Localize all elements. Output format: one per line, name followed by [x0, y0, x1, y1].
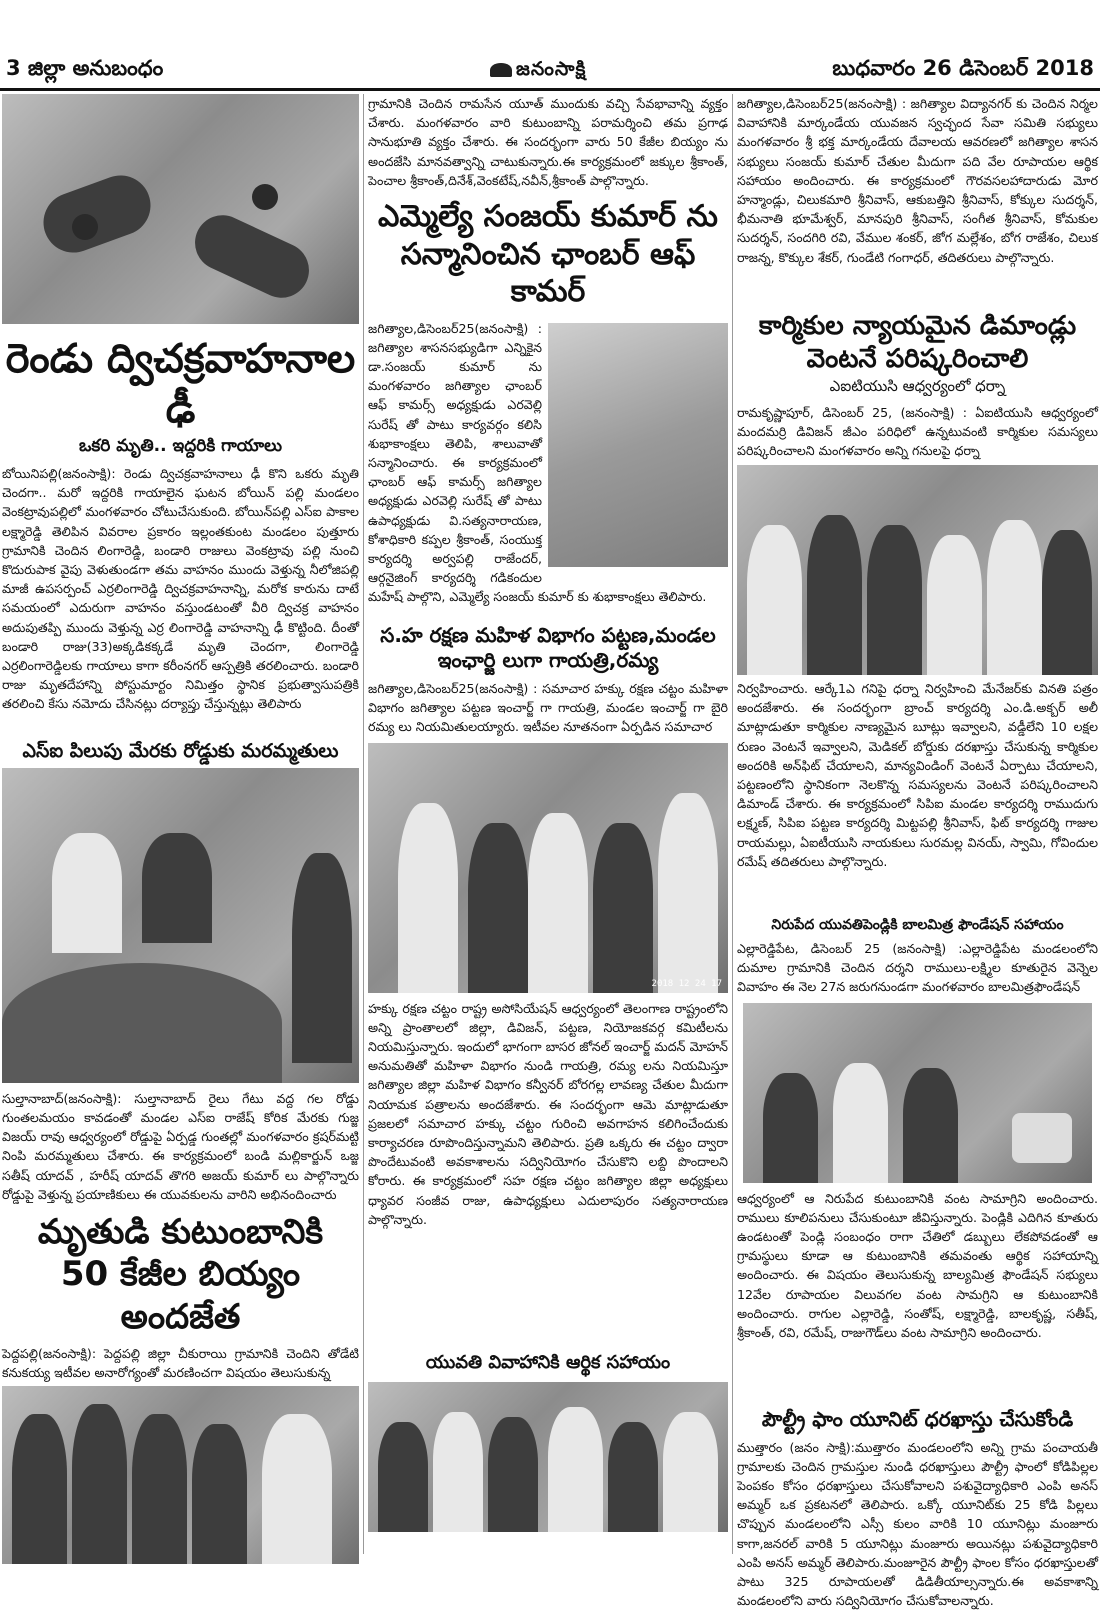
accident-body: బోయినిపల్లి(జనంసాక్షి): రెండు ద్విచక్రవాహనాలు ఢీ కొని ఒకరు మృతి చెందగా.. మరో ఇద్దరికి గాయాలైన ఘటన బోయిన్ పల్లి మండలం వెంకట్రావుపల్లిలో మంగళవారం చోటుచేసుకుంది. బోయిన్‌పల్లి ఎస్‌ఐ పాకాల లక్ష్మారెడ్డి తెలిపిన వివరాల ప్రకారం ఇల్లంతకుంట మండలం పుత్తూరు గ్రామానికి చెందిన లింగారెడ్డి, బండారి రాజులు వెంకట్రావు పల్లి నుంచి కొదురుపాక వైపు వెళుతుండగా తమ వాహనం ముందు వెళ్తున్న నీలోజిపల్లి మాజీ ఉపసర్పంచ్ ఎర్రలింగారెడ్డి ద్విచక్రవాహనాన్ని, మరోక కారును దాటే సమయంలో ఎదురుగా వాహనం వస్తుండటంతో వీరి ద్విచక్ర వాహనం అదుపుతప్పి ముందు వెళ్తున్న ఎర్ర లింగారెడ్డి వాహనాన్ని ఢీ కొట్టింది. దీంతో బండారి రాజు(33)అక్కడికక్కడే మృతి చెందగా, లింగారెడ్డి ఎర్రలింగారెడ్డిలకు గాయాలు కాగా కరీంనగర్ ఆస్పత్రికి తరలించారు. బండారి రాజు మృతదేహాన్ని పోస్టుమార్టం నిమిత్తం స్థానిక ప్రభుత్వాసుపత్రికి తరలించి కేసు నమోదు చేసినట్లు దర్యాప్తు చేస్తున్నట్లు తెలిపారు: [2, 466, 359, 712]
mla-headline-line1: ఎమ్మెల్యే సంజయ్ కుమార్ ను: [378, 199, 718, 234]
poultry-headline: పౌల్ట్రీ ఫాం యూనిట్ ధరఖాస్తు చేసుకోండి: [761, 1406, 1074, 1431]
women-headline-line2: ఇంఛార్జి లుగా గాయత్రి,రమ్య: [437, 647, 659, 672]
marriage-aid-headline: యువతి వివాహానికి ఆర్థిక సహాయం: [425, 1351, 671, 1373]
accident-headline: రెండు ద్విచక్రవాహనాల ఢీ: [5, 336, 356, 432]
header-rule: [0, 88, 1100, 91]
photo-timestamp: 2018 12 24 17: [651, 978, 722, 989]
poultry-body: ముత్తారం (జనం సాక్షి):ముత్తారం మండలంలోని అన్ని గ్రామ పంచాయతీ గ్రామాలకు చెందిన గ్రామస్తుల నుండి ధరఖాస్తులు పౌల్ట్రీ ఫాంలో కోడిపిల్లల పెంపకం కోసం ధరఖాస్తులు చేసుకోవాలని పశువైద్యాధికారి ఎంపి అనస్ అమ్మర్ ఒక ప్రకటనలో తెలిపారు. ఒక్కో యూనిట్‌కు 25 కోడి పిల్లలు చొప్పున మండలంలోని ఎస్సీ కులం వారికి 10 యూనిట్లు మంజూరు కాగా,జనరల్ వారికి 5 యూనిట్లు మంజూరు అయినట్లు పశువైద్యాధికారి ఎంపి అనస్ అమ్మర్ తెలిపారు.మంజూరైన పౌల్ట్రీ ఫాంల కోసం ధరఖాస్తులతో పాటు 325 రూపాయలతో డిడితీయాల్సన్నారు.ఈ అవకాశాన్ని మండలంలోని వారు సద్వినియోగం చేసుకోవాలన్నారు.: [737, 1439, 1098, 1609]
rice-headline-line2: 50 కేజీల బియ్యం అందజేత: [60, 1254, 301, 1337]
column-2: [368, 94, 728, 1532]
balamitra-body-2: ఆధ్వర్యంలో ఆ నిరుపేద కుటుంబానికి వంట సామాగ్రిని అందించారు. రాములు కూలిపనులు చేసుకుంటూ జీవిస్తున్నారు. పెండ్లికి ఎదిగిన కూతురు ఉండటంతో పెండ్లి సంబంధం రాగా చేతిలో డబ్బులు లేకపోవడంతో ఆ గ్రామస్థులు కూడా ఆ కుటుంబానికి తమవంతు ఆర్థిక సహాయాన్ని అందించారు. ఈ విషయం తెలుసుకున్న బాల్యమిత్ర ఫౌండేషన్ సభ్యులు 12వేల రూపాయల విలువగల వంట సామగ్రిని ఆ కుటుంబానికి అందించారు. రాగుల ఎల్లారెడ్డి, సంతోష్, లక్ష్మారెడ్డి, బాలకృష్ణ, సతీష్, శ్రీకాంత్, రవి, రమేష్, రాజుగౌడ్‌లు వంట సామాగ్రిని అందించారు.: [737, 1190, 1098, 1340]
workers-body-2: నిర్వహించారు. ఆర్కే1ఎ గనిపై ధర్నా నిర్వహించి మేనేజర్‌కు వినతి పత్రం అందజేశారు. ఈ సందర్భంగా బ్రాంచ్ కార్యదర్శి ఎం.డి.అక్బర్ అలీ మాట్లాడుతూ కార్మికుల నాణ్యమైన బూట్లు ఇవ్వాలని, వడ్డీలేని 10 లక్షల రుణం వెంటనే ఇవ్వాలని, మెడికల్ బోర్డుకు దరఖాస్తు చేసుకున్న కార్మికుల అందరికి అన్‌ఫిట్ చేయాలని, మాన్యవిండింగ్ వెంటనే ఏర్పాటు చేయాలని, పట్టణంలోని స్థానికంగా నెలకొన్న సమస్యలను వెంటనే పరిష్కరించాలని డిమాండ్ చేశారు. ఈ కార్యక్రమంలో సిపిఐ మండల కార్యదర్శి రాముదుగు లక్ష్మణ్, సిపిఐ పట్టణ కార్యదర్శి మిట్టపల్లి శ్రీనివాస్, ఫిట్ కార్యదర్శి గాజుల రాయమల్లు, ఏఐటీయుసి నాయకులు సురమల్ల వినయ్, స్వామి, గోవిందుల రమేష్ తదితరులు పాల్గొన్నారు.: [737, 681, 1098, 869]
issue-date: బుధవారం 26 డిసెంబర్ 2018: [832, 56, 1094, 80]
rice-donation-photo: [2, 1386, 359, 1564]
women-body-1: జగిత్యాల,డిసెంబర్25(జనంసాక్షి) : సమాచార హక్కు రక్షణ చట్టం మహిళా విభాగం జగిత్యాల పట్టణ ఇంచార్జ్ గా గాయత్రి, మండల ఇంచార్జ్ గా బైరి రమ్య లు నియమితులయ్యారు. ఇటీవల నూతనంగా ఏర్పడిన సమాచార: [368, 680, 728, 734]
workers-headline-line1: కార్మికుల న్యాయమైన డిమాండ్లు: [758, 311, 1077, 341]
balamitra-body-1: ఎల్లారెడ్డిపేట, డిసెంబర్ 25 (జనంసాక్షి) :ఎల్లారెడ్డిపేట మండలంలోని దుమాల గ్రామానికి చెందిన దర్శని రాములు-లక్ష్మిల కూతురైన వెన్నెల వివాహం ఈ నెల 27న జరుగనుండగా మంగళవారం బాలమిత్రఫౌండేషన్: [737, 940, 1098, 994]
rice-body: పెద్దపల్లి(జనంసాక్షి): పెద్దపల్లి జిల్లా చీకురాయి గ్రామానికి చెందిని తోడేటి కనుకయ్య ఇటీవల అనారోగ్యంతో మరణించగా విషయం తెలుసుకున్న: [2, 1346, 359, 1381]
masthead-logo-icon: [490, 63, 512, 77]
masthead: [490, 58, 586, 85]
column-3: [737, 94, 1098, 1609]
workers-body-1: రామకృష్ణాపూర్, డిసెంబర్ 25, (జనంసాక్షి) : ఏఐటియుసి ఆధ్వర్యంలో మందమర్రి డివిజన్ జీఎం పరిధిలో ఉన్నటువంటి కార్మికుల సమస్యలు పరిష్కరించాలని మంగళవారం అన్ని గనులపై ధర్నా: [737, 405, 1098, 459]
accident-photo: [2, 94, 359, 324]
column-divider: [363, 94, 364, 1554]
marriage-aid-photo: [368, 1382, 728, 1532]
page-header: [0, 0, 1100, 90]
rice-continued-body: గ్రామానికి చెందిన రామసేన యూత్ ముందుకు వచ్చి సేవభావాన్ని వ్యక్తం చేశారు. మంగళవారం వారి కుటుంబాన్ని పరామర్శించి తమ ప్రగాఢ సానుభూతి వ్యక్తం చేశారు. ఈ సందర్భంగా వారు 50 కేజీల బియ్యం ను అందజేసి మానవత్వాన్ని చాటుకున్నారు.ఈ కార్యక్రమంలో జక్కుల శ్రీకాంత్, పెంచాల శ్రీకాంత్,దినేశ్,వెంకటేష్,నవీన్,శ్రీకాంత్ పాల్గొన్నారు.: [368, 96, 728, 188]
workers-headline-line2: వెంటనే పరిష్కరించాలి: [806, 343, 1029, 374]
mla-photo: [548, 323, 728, 567]
workers-subhead: ఎఐటియుసి ఆధ్వర్యంలో ధర్నా: [829, 377, 1006, 395]
masthead-title: జనంసాక్షి: [516, 58, 587, 80]
balamitra-photo: [743, 1003, 1092, 1183]
column-divider: [732, 94, 733, 1554]
women-headline-line1: స.హ రక్షణ మహిళ విభాగం పట్టణ,మండల: [380, 622, 716, 647]
road-headline: ఎస్ఐ పిలుపు మేరకు రోడ్డుకు మరమ్మతులు: [22, 740, 339, 762]
mla-headline-line2: సన్మానించిన ఛాంబర్ ఆఫ్ కామర్: [400, 236, 696, 309]
accident-subhead: ఒకరి మృతి.. ఇద్దరికి గాయాలు: [78, 436, 283, 456]
rice-headline-line1: మృతుడి కుటుంబానికి: [37, 1211, 324, 1252]
mla-body: జగిత్యాల,డిసెంబర్25(జనంసాక్షి) : జగిత్యాల శాసనసభ్యుడిగా ఎన్నికైన డా.సంజయ్ కుమార్ ను మంగళవారం జగిత్యాల ఛాంబర్ ఆఫ్ కామర్స్ అధ్యక్షుడు ఎరవెల్లి సురేష్ తో పాటు కార్యవర్గం కలిసి శుభాకాంక్షలు తెలిపి, శాలువాతో సన్మానించారు. ఈ కార్యక్రమంలో ఛాంబర్ ఆఫ్ కామర్స్ జగిత్యాల అధ్యక్షుడు ఎరవెల్లి సురేష్ తో పాటు ఉపాధ్యక్షుడు వి.సత్యనారాయణ, కోశాధికారి కప్పల శ్రీకాంత్, సంయుక్త కార్యదర్శి అర్వపల్లి రాజేందర్, ఆర్గనైజింగ్ కార్యదర్శి గడికందుల మహేష్ పాల్గొని, ఎమ్మెల్యే సంజయ్ కుమార్ కు శుభాకాంక్షలు తెలిపారు.: [368, 320, 707, 605]
weavers-aid-body: జగిత్యాల,డిసెంబర్25(జనంసాక్షి) : జగిత్యాల విద్యానగర్ కు చెందిన నిర్మల వివాహానికి మార్కండేయ యువజన స్వచ్ఛంద సేవా సమితి సభ్యులు మంగళవారం శ్రీ భక్త మార్కండేయ దేవాలయ ఆవరణలో జగిత్యాల శాసన సభ్యులు సంజయ్ కుమార్ చేతుల మీదుగా పది వేల రూపాయల ఆర్థిక సహాయం అందించారు. ఈ కార్యక్రమంలో గౌరవసలహాదారుడు మోర హన్మాండ్లు, చిలుకమారి శ్రీనివాస్, ఆకుబత్తిని శ్రీనివాస్, కోక్కుల సుదర్శన్, భీమనాతి భూమేశ్వర్, మానపురి శ్రీనివాస్, సంగీత శ్రీనివాస్, కోమకుల సుదర్శన్, సందగిరి రవి, వేముల శంకర్, జోగ మల్లేశం, బోగ రాజేశం, చిలుక రాజన్న, కొక్కుల శేకర్, గుండేటి గంగాధర్, తదితరులు పాల్గొన్నారు.: [737, 96, 1098, 265]
women-appointment-photo: [368, 743, 728, 993]
page-label: 3 జిల్లా అనుబంధం: [6, 56, 164, 80]
balamitra-headline: నిరుపేద యువతిపెండ్లికి బాలమిత్ర ఫౌండేషన్ సహాయం: [771, 917, 1064, 933]
dharna-photo: [737, 465, 1098, 675]
women-body-2: హక్కు రక్షణ చట్టం రాష్ట్ర అసోసియేషన్ ఆధ్వర్యంలో తెలంగాణ రాష్ట్రంలోని అన్ని ప్రాంతాలలో జిల్లా, డివిజన్, పట్టణ, నియోజకవర్గ కమిటీలను నియమిస్తున్నారు. ఇందులో భాగంగా బాసర జోనల్ ఇంచార్జ్ మదన్ మోహన్ అనుమతితో మహిళా విభాగం నుండి గాయత్రి, రమ్య లను నియమిస్తూ జగిత్యాల జిల్లా మహిళ విభాగం కన్వీనర్ బోరగల్ల లావణ్య చేతుల మీదుగా నియామక పత్రాలను అందజేశారు. ఈ సందర్భంగా ఆమె మాట్లాడుతూ ప్రజలలో సమాచార హక్కు చట్టం గురించి అవగాహన కలిగించేందుకు కార్యాచరణ రూపొందిస్తున్నామని తెలిపారు. ప్రతి ఒక్కరు ఈ చట్టం ద్వారా పొందేటువంటి అవకాశాలను సద్వినియోగం చేసుకొని లబ్ది పొందాలని కోరారు. ఈ కార్యక్రమంలో సహ రక్షణ చట్టం జగిత్యాల జిల్లా అధ్యక్షులు ధ్యావర సంజీవ రాజు, ఉపాధ్యక్షులు ఎదులాపురం సత్యనారాయణ పాల్గొన్నారు.: [368, 1000, 728, 1227]
road-repair-photo: [2, 768, 359, 1083]
road-body: సుల్తానాబాద్(జనంసాక్షి): సుల్తానాబాద్ రైలు గేటు వద్ద గల రోడ్డు గుంతలమయం కావడంతో మండల ఎస్‌ఐ రాజేష్ కోరిక మేరకు గుజ్జ విజయ్ రావు ఆధ్వర్యంలో రోడ్డుపై ఏర్పడ్డ గుంతల్లో మంగళవారం క్రషర్‌మట్టి నింపి మరమ్మతులు చేశారు. ఈ కార్యక్రమంలో బండి మల్లికార్జున్ ఒజ్జ సతీష్ యాదవ్ , హరీష్ యాదవ్ తొగరి అజయ్ కుమార్ లు పాల్గొన్నారు రోడ్డుపై వెళ్తున్న ప్రయాణికులు ఈ యువకులను వారిని అభినందించారు: [2, 1090, 359, 1202]
column-1: [2, 94, 359, 1564]
